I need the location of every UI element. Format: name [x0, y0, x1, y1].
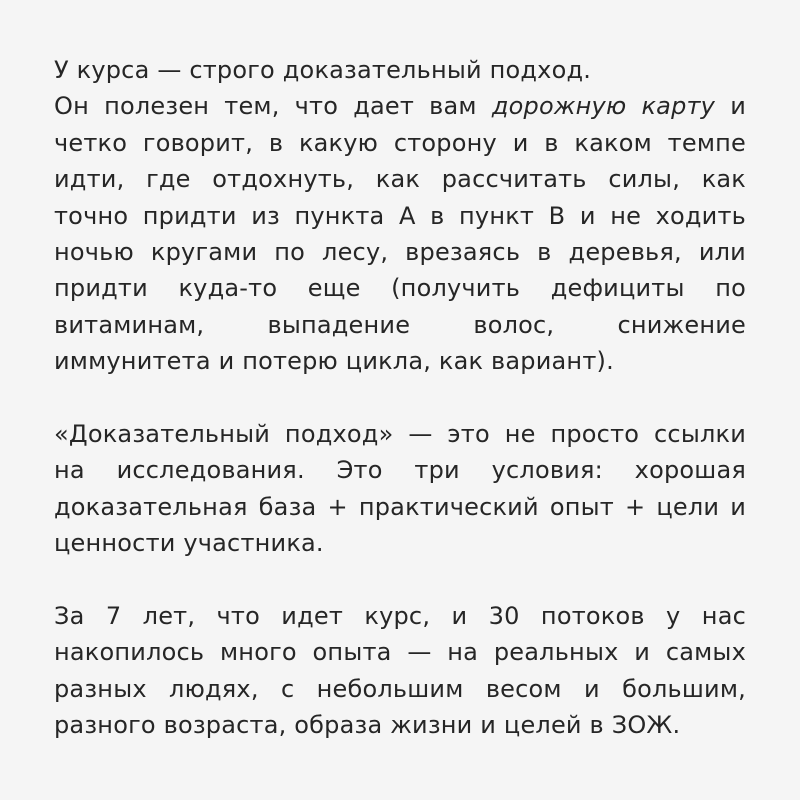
- text-line: «Доказательный подход» — это не просто ссылки: [54, 420, 746, 449]
- text-line: ночью кругами по лесу, врезаясь в деревья, или: [54, 238, 746, 267]
- text-line: идти, где отдохнуть, как рассчитать силы, как: [54, 165, 746, 194]
- text-line: четко говорит, в какую сторону и в каком темпе: [54, 128, 746, 157]
- text-line: Он полезен тем, что дает вам дорожную карту и: [54, 92, 746, 121]
- text-line: У курса — строго доказательный подход.: [54, 56, 592, 84]
- paragraph-2: [54, 416, 746, 562]
- text-line: придти куда-то еще (получить дефициты по: [54, 274, 746, 303]
- text-line: разного возраста, образа жизни и целей в ЗОЖ.: [54, 711, 681, 740]
- text-line: доказательная база + практический опыт + цели и: [54, 492, 746, 521]
- text-line: точно придти из пункта А в пункт В и не ходить: [54, 201, 746, 230]
- text-line: За 7 лет, что идет курс, и 30 потоков у нас: [54, 602, 746, 631]
- text-line: витаминам, выпадение волос, снижение: [54, 310, 746, 339]
- paragraph-1: [54, 52, 746, 380]
- paragraph-3: [54, 598, 746, 744]
- text-line: на исследования. Это три условия: хорошая: [54, 456, 746, 485]
- text-line: иммунитета и потерю цикла, как вариант).: [54, 347, 614, 376]
- text-line: ценности участника.: [54, 529, 324, 558]
- text-line: накопилось много опыта — на реальных и самых: [54, 638, 746, 667]
- article-text: [54, 52, 746, 780]
- text-line: разных людях, с небольшим весом и большим,: [54, 674, 746, 703]
- emphasis-text: дорожную карту: [491, 92, 716, 121]
